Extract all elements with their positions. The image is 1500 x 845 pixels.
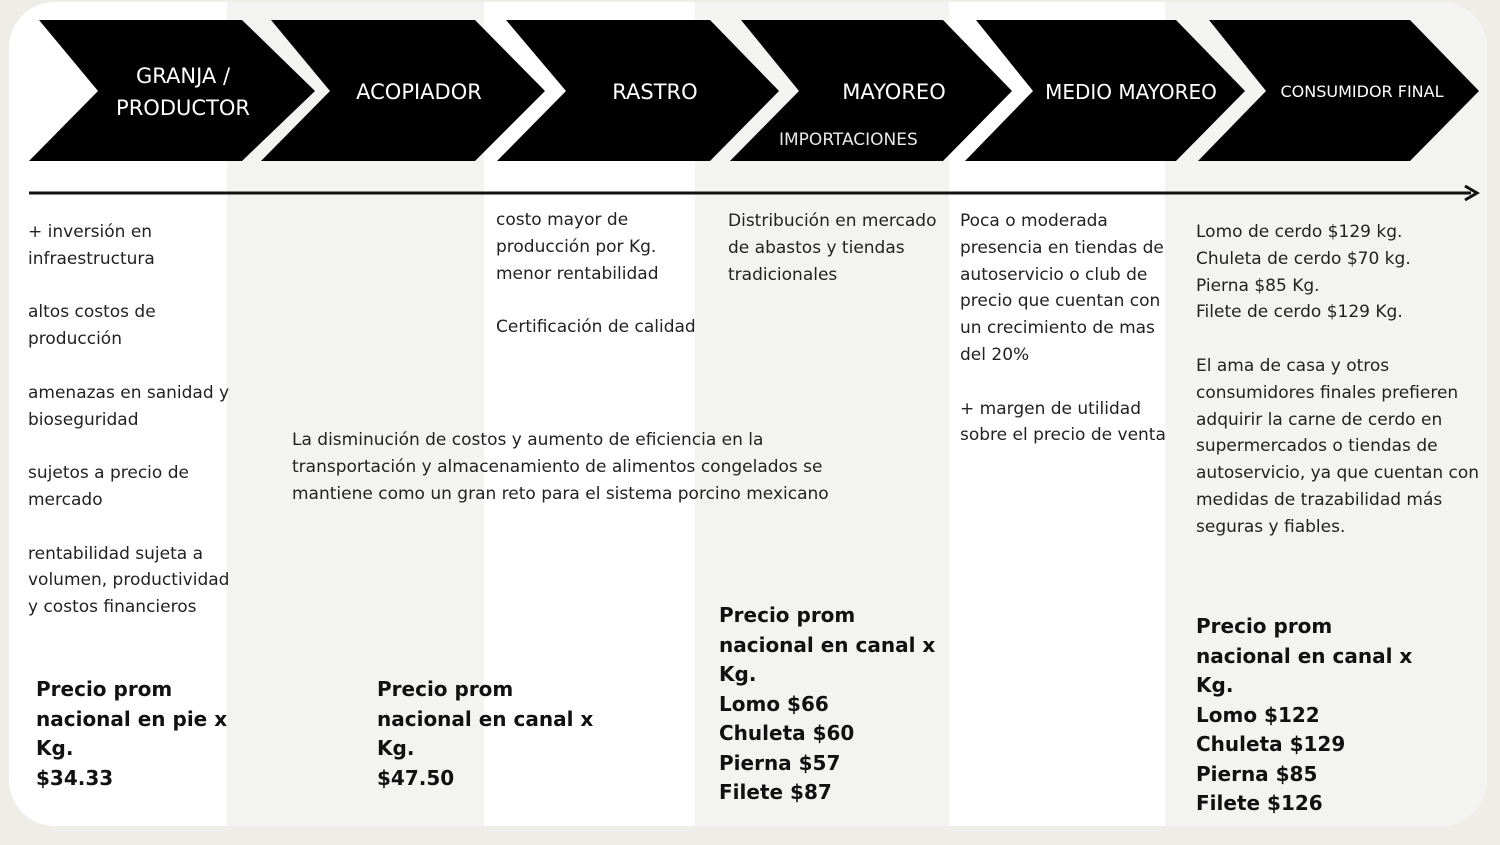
note-item: Poca o moderada presencia en tiendas de autoservicio o club de precio que cuentan con un crecimiento de mas del 20% bbox=[960, 211, 1164, 365]
notes-granja bbox=[28, 219, 243, 621]
note-item: amenazas en sanidad y bioseguridad bbox=[28, 382, 230, 430]
consumer-preference-text: El ama de casa y otros consumidores finales prefieren adquirir la carne de cerdo en supermercados o tiendas de autoservicio, ya que cuentan con medidas de trazabilidad más seguras y fiables. bbox=[1196, 355, 1480, 537]
note-item: costo mayor de producción por Kg. menor rentabilidad bbox=[496, 210, 659, 284]
notes-consumidor bbox=[1196, 219, 1481, 541]
stage-label-medio-mayoreo: MEDIO MAYOREO bbox=[1045, 80, 1217, 104]
retail-price-item: Filete de cerdo $129 Kg. bbox=[1196, 302, 1403, 323]
price-granja: Precio prom nacional en pie x Kg. $34.33 bbox=[36, 677, 228, 790]
central-challenge-text: La disminución de costos y aumento de eficiencia en la transportación y almacenamiento de alimentos congelados se mantiene como un gran reto para el sistema porcino mexicano bbox=[292, 430, 829, 504]
stage-label-granja: GRANJA / PRODUCTOR bbox=[116, 64, 250, 120]
notes-mayoreo bbox=[728, 208, 953, 288]
note-item: altos costos de producción bbox=[28, 302, 156, 350]
note-item: Certificación de calidad bbox=[496, 317, 696, 338]
retail-price-item: Pierna $85 Kg. bbox=[1196, 275, 1320, 296]
stage-sublabel-importaciones: IMPORTACIONES bbox=[779, 130, 918, 150]
notes-medio-mayoreo bbox=[960, 208, 1178, 449]
price-consumidor: Precio prom nacional en canal x Kg. Lomo $122 Chuleta $129 Pierna $85 Filete $126 bbox=[1196, 614, 1413, 815]
price-mayoreo: Precio prom nacional en canal x Kg. Lomo $66 Chuleta $60 Pierna $57 Filete $87 bbox=[719, 603, 936, 804]
stage-label-rastro: RASTRO bbox=[612, 80, 698, 104]
note-item: + inversión en infraestructura bbox=[28, 222, 155, 269]
note-item: + margen de utilidad sobre el precio de venta bbox=[960, 398, 1166, 446]
stage-label-acopiador: ACOPIADOR bbox=[356, 80, 482, 104]
note-item: sujetos a precio de mercado bbox=[28, 463, 189, 510]
note-item: rentabilidad sujeta a volumen, productividad y costos financieros bbox=[28, 543, 230, 618]
retail-price-item: Chuleta de cerdo $70 kg. bbox=[1196, 248, 1411, 269]
retail-price-item: Lomo de cerdo $129 kg. bbox=[1196, 222, 1403, 242]
stage-label-mayoreo: MAYOREO bbox=[842, 80, 946, 104]
price-acopiador: Precio prom nacional en canal x Kg. $47.50 bbox=[377, 677, 594, 790]
notes-rastro bbox=[496, 207, 711, 341]
diagram-canvas bbox=[9, 2, 1487, 826]
note-item: Distribución en mercado de abastos y tiendas tradicionales bbox=[728, 211, 937, 285]
stage-label-consumidor: CONSUMIDOR FINAL bbox=[1280, 82, 1444, 101]
